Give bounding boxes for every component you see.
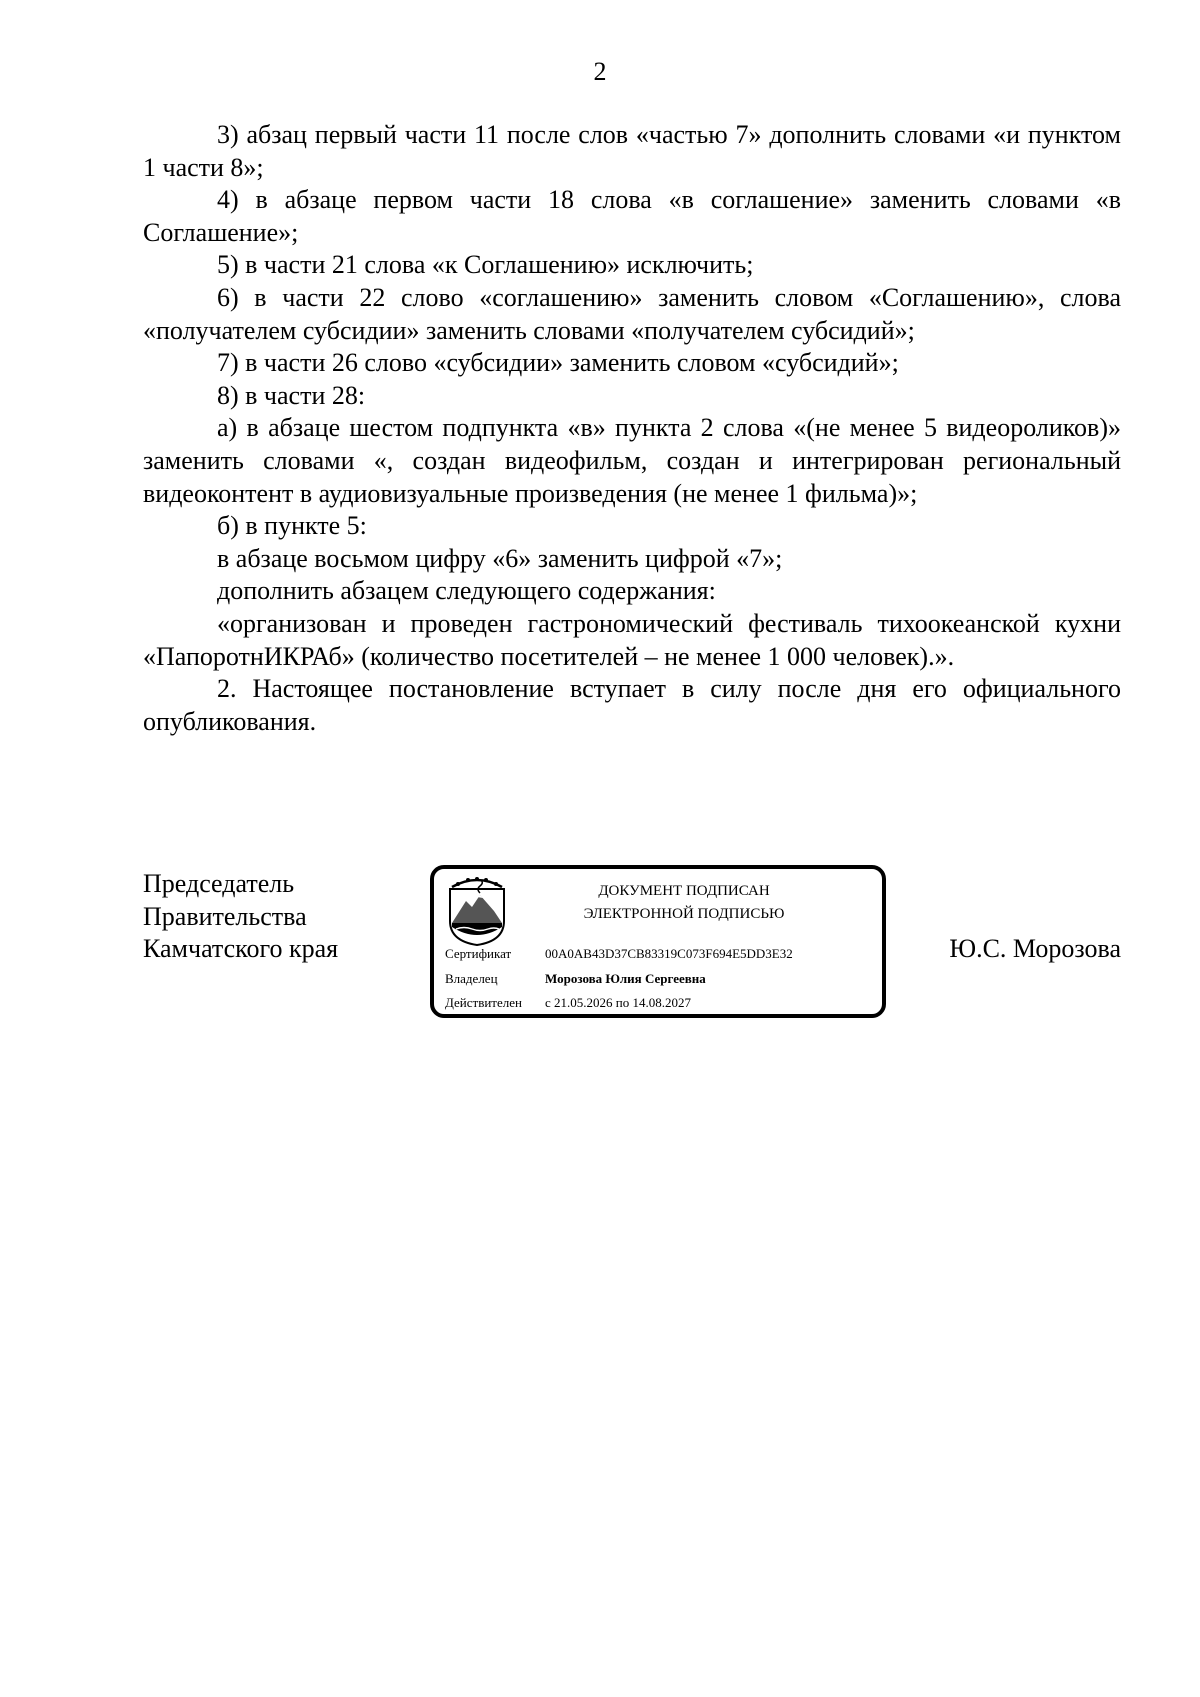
stamp-certificate-row bbox=[445, 946, 793, 962]
stamp-owner-label: Владелец bbox=[445, 971, 498, 986]
stamp-title-line: ЭЛЕКТРОННОЙ ПОДПИСЬЮ bbox=[583, 906, 785, 922]
stamp-validity-label: Действителен bbox=[445, 995, 522, 1010]
paragraph-replace-digit: в абзаце восьмом цифру «6» заменить цифрой «7»; bbox=[217, 543, 783, 573]
paragraph-added-text: «организован и проведен гастрономический фестиваль тихоокеанской кухни «ПапоротнИКРАб» (количество посетителей – не менее 1 000 человек).». bbox=[143, 608, 1121, 671]
kamchatka-coat-of-arms-icon bbox=[444, 875, 510, 947]
paragraph-item-5: 5) в части 21 слова «к Соглашению» исключить; bbox=[217, 250, 754, 280]
paragraph-subitem-b: б) в пункте 5: bbox=[217, 511, 367, 541]
stamp-owner-value: Морозова Юлия Сергеевна bbox=[545, 971, 706, 986]
paragraph-add-intro: дополнить абзацем следующего содержания: bbox=[217, 576, 716, 606]
stamp-certificate-value: 00A0AB43D37CB83319C073F694E5DD3E32 bbox=[545, 946, 793, 961]
stamp-certificate-label: Сертификат bbox=[445, 946, 512, 961]
paragraph-subitem-a: а) в абзаце шестом подпункта «в» пункта 2 слова «(не менее 5 видеороликов)» заменить словами «, создан видеофильм, создан и интегрирован региональный видеоконтент в аудиовизуальные произведения (не менее 1 фильма)»; bbox=[143, 413, 1121, 508]
signatory-position-line: Камчатского края bbox=[143, 934, 339, 964]
signatory-name: Ю.С. Морозова bbox=[949, 934, 1121, 963]
page-number: 2 bbox=[593, 57, 607, 86]
signatory-position-line: Председатель bbox=[143, 869, 295, 898]
stamp-owner-row bbox=[445, 971, 706, 987]
stamp-title bbox=[524, 880, 844, 926]
paragraph-effective-date: 2. Настоящее постановление вступает в силу после дня его официального опубликования. bbox=[143, 674, 1121, 736]
stamp-validity-value: с 21.05.2026 по 14.08.2027 bbox=[545, 995, 691, 1010]
document-body bbox=[143, 119, 1121, 738]
stamp-validity-row bbox=[445, 995, 691, 1011]
paragraph-item-8: 8) в части 28: bbox=[217, 380, 366, 410]
signatory-position bbox=[143, 868, 338, 966]
electronic-signature-stamp bbox=[430, 865, 886, 1018]
signatory-position-line: Правительства bbox=[143, 901, 307, 931]
stamp-title-line: ДОКУМЕНТ ПОДПИСАН bbox=[598, 883, 770, 899]
paragraph-item-4: 4) в абзаце первом части 18 слова «в соглашение» заменить словами «в Соглашение»; bbox=[143, 185, 1121, 247]
paragraph-item-7: 7) в части 26 слово «субсидии» заменить словом «субсидий»; bbox=[217, 348, 899, 378]
paragraph-item-6: 6) в части 22 слово «соглашению» заменить словом «Соглашению», слова «получателем субсидии» заменить словами «получателем субсидий»; bbox=[143, 282, 1121, 345]
paragraph-item-3: 3) абзац первый части 11 после слов «частью 7» дополнить словами «и пунктом 1 части 8»; bbox=[143, 120, 1121, 182]
